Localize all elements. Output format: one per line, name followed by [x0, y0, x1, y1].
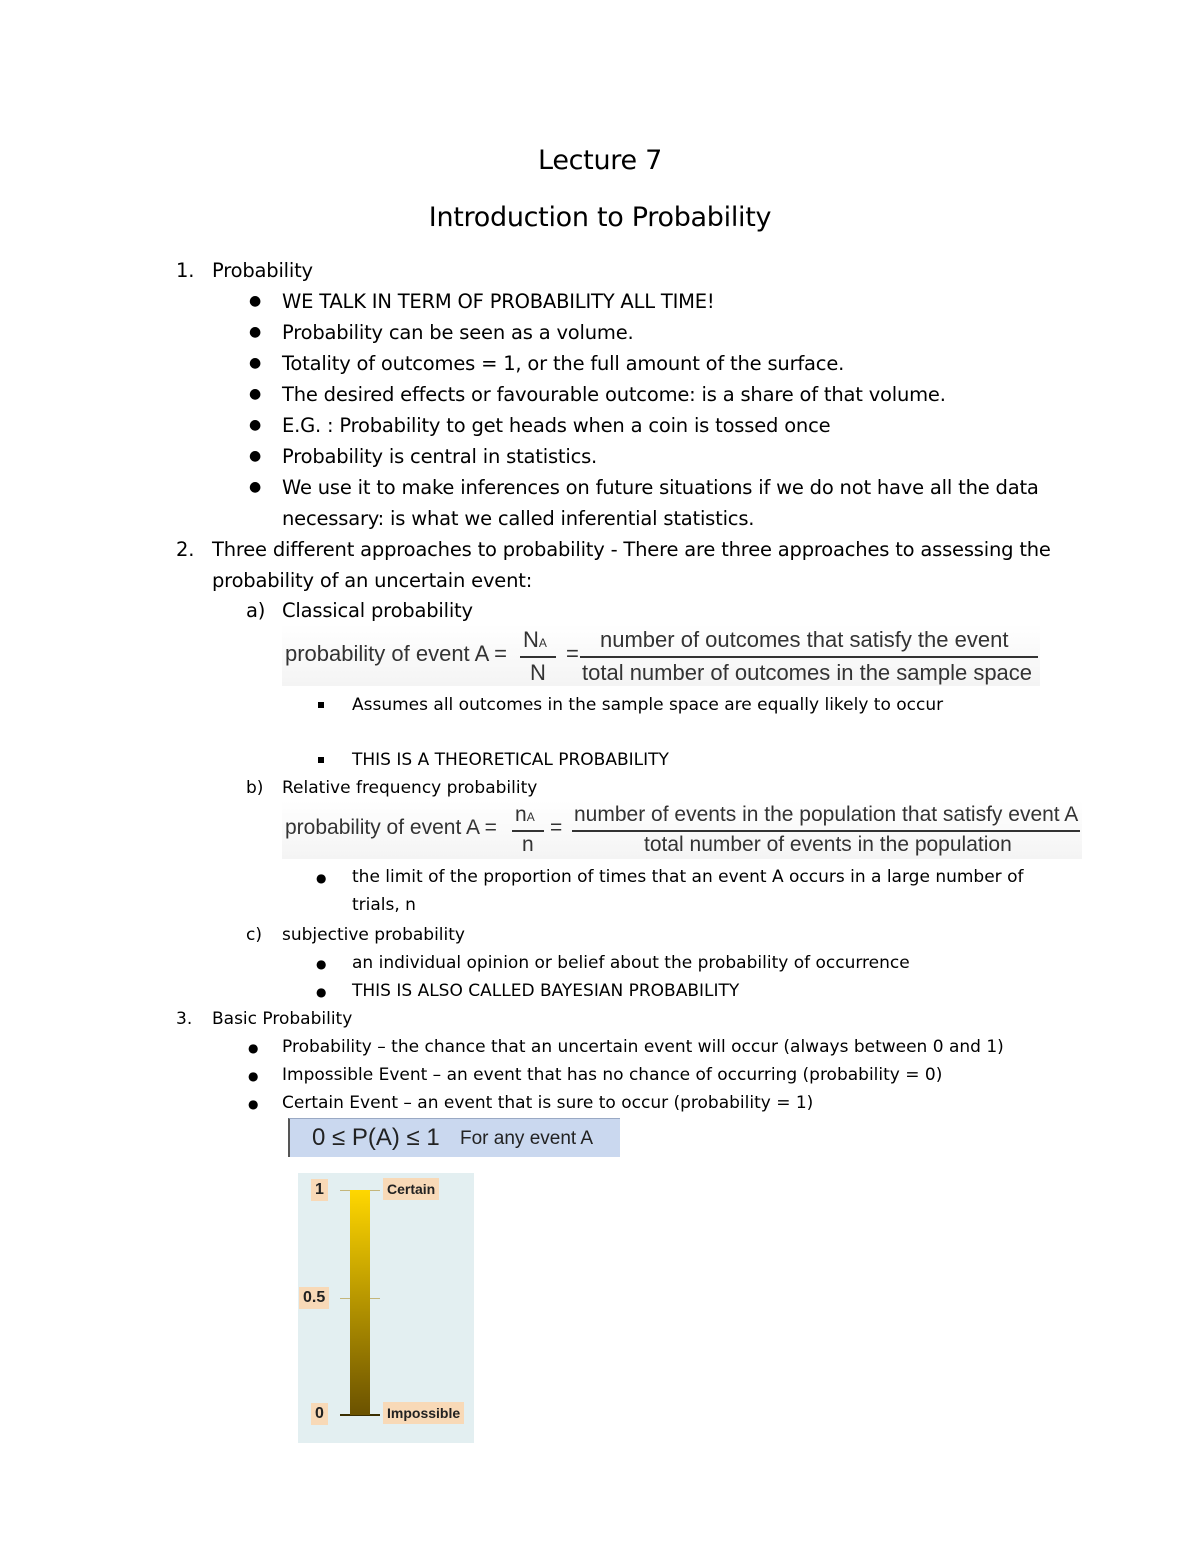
formula-fraction-numerator — [515, 803, 535, 827]
bullet-icon: ● — [249, 355, 262, 371]
numerator-subscript: A — [526, 810, 535, 824]
formula-lhs: probability of event A = — [285, 816, 497, 839]
subsection-letter: c) — [246, 925, 262, 945]
probability-range-box — [288, 1118, 620, 1157]
section-2-heading — [176, 534, 1051, 565]
subsection-letter: a) — [246, 599, 266, 622]
bullet-icon: ● — [249, 386, 262, 402]
formula-text-denominator: total number of events in the population — [644, 833, 1012, 856]
list-item: Assumes all outcomes in the sample space are equally likely to occur — [352, 695, 944, 715]
section-number: 2. — [176, 538, 195, 561]
list-item: The desired effects or favourable outcome: is a share of that volume. — [282, 383, 946, 406]
scale-mid-value: 0.5 — [299, 1287, 329, 1309]
list-item: Totality of outcomes = 1, or the full amount of the surface. — [282, 352, 845, 375]
subsection-c-heading — [246, 921, 465, 949]
range-note: For any event A — [460, 1128, 594, 1149]
numerator-subscript: A — [538, 636, 547, 650]
formula-text-numerator: number of outcomes that satisfy the event — [600, 627, 1009, 652]
formula-fraction-denominator: n — [522, 833, 534, 856]
subsection-b-heading — [246, 774, 537, 802]
list-item: We use it to make inferences on future situations if we do not have all the data — [282, 476, 1039, 499]
formula-lhs: probability of event A = — [285, 641, 507, 666]
range-expression: 0 ≤ P(A) ≤ 1 — [312, 1124, 440, 1151]
section-heading-continuation: probability of an uncertain event: — [212, 569, 533, 592]
section-3-heading — [176, 1005, 352, 1033]
section-number: 1. — [176, 259, 195, 282]
scale-bottom-value: 0 — [311, 1403, 328, 1425]
bullet-icon: ● — [248, 1041, 259, 1055]
bullet-icon: ● — [316, 957, 327, 971]
list-item: E.G. : Probability to get heads when a coin is tossed once — [282, 414, 831, 437]
list-item: Probability can be seen as a volume. — [282, 321, 634, 344]
list-item: an individual opinion or belief about the probability of occurrence — [352, 953, 910, 973]
fraction-bar — [580, 656, 1038, 658]
probability-scale — [298, 1173, 474, 1443]
square-bullet-icon — [318, 757, 324, 763]
scale-top-label: Certain — [383, 1178, 439, 1200]
section-1-heading — [176, 255, 313, 286]
list-item: Probability is central in statistics. — [282, 445, 598, 468]
list-item: WE TALK IN TERM OF PROBABILITY ALL TIME! — [282, 290, 715, 313]
list-item: Certain Event – an event that is sure to occur (probability = 1) — [282, 1093, 814, 1113]
formula-text-denominator: total number of outcomes in the sample space — [582, 660, 1033, 685]
section-heading-text: Three different approaches to probability - There are three approaches to assessing the — [212, 538, 1051, 561]
fraction-bar — [512, 830, 544, 832]
formula-fraction-numerator — [523, 627, 547, 653]
list-item-continuation: necessary: is what we called inferential statistics. — [282, 507, 755, 530]
bullet-icon: ● — [249, 324, 262, 340]
scale-bottom-label: Impossible — [383, 1402, 464, 1424]
list-item: THIS IS A THEORETICAL PROBABILITY — [352, 750, 669, 770]
formula-fraction-denominator: N — [530, 660, 546, 685]
subsection-label: Classical probability — [282, 599, 473, 622]
bullet-icon: ● — [249, 417, 262, 433]
bullet-icon: ● — [248, 1097, 259, 1111]
numerator-symbol: N — [523, 627, 539, 652]
bullet-icon: ● — [249, 448, 262, 464]
section-number: 3. — [176, 1009, 193, 1029]
section-heading-text: Probability — [212, 259, 313, 282]
section-heading-text: Basic Probability — [212, 1009, 353, 1029]
bullet-icon: ● — [249, 479, 262, 495]
formula-text-numerator: number of events in the population that satisfy event A — [574, 803, 1079, 826]
lecture-subtitle: Introduction to Probability — [428, 202, 772, 233]
square-bullet-icon — [318, 702, 324, 708]
scale-top-value: 1 — [311, 1179, 328, 1201]
list-item: Probability – the chance that an uncertain event will occur (always between 0 and 1) — [282, 1037, 1004, 1057]
fraction-bar — [520, 656, 556, 658]
list-item: THIS IS ALSO CALLED BAYESIAN PROBABILITY — [352, 981, 740, 1001]
subsection-a-heading — [246, 595, 473, 626]
subsection-label: Relative frequency probability — [282, 778, 538, 798]
numerator-symbol: n — [515, 803, 527, 826]
probability-gradient-bar — [350, 1190, 370, 1415]
relative-frequency-formula — [282, 801, 1082, 859]
formula-equals: = — [550, 816, 563, 839]
bullet-icon: ● — [316, 871, 327, 885]
bullet-icon: ● — [316, 985, 327, 999]
classical-probability-formula — [282, 624, 1040, 686]
list-item-continuation: trials, n — [352, 895, 416, 915]
subsection-letter: b) — [246, 778, 264, 798]
lecture-title: Lecture 7 — [538, 145, 662, 176]
list-item: Impossible Event – an event that has no chance of occurring (probability = 0) — [282, 1065, 943, 1085]
bullet-icon: ● — [249, 293, 262, 309]
bullet-icon: ● — [248, 1069, 259, 1083]
formula-equals: = — [566, 641, 579, 666]
subsection-label: subjective probability — [282, 925, 465, 945]
list-item: the limit of the proportion of times that an event A occurs in a large number of — [352, 867, 1024, 887]
fraction-bar — [572, 830, 1080, 832]
